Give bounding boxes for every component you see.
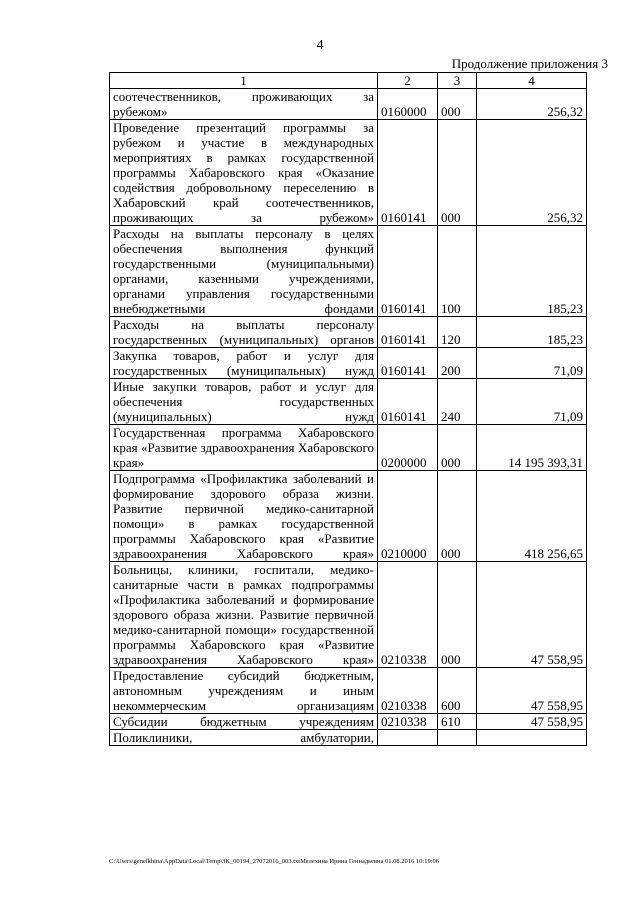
cell-name: Проведение презентаций программы за рубежом и участие в международных мероприятиях в рамках государственной программы Хабаровского края «Оказание содействия добровольному переселению в Хабаровский край соотечественников, проживающих за рубежом» [110, 120, 378, 226]
cell-name: Поликлиники, амбулатории, [110, 730, 378, 746]
cell-type [438, 730, 477, 746]
cell-code: 0160141 [378, 317, 438, 348]
cell-name: Закупка товаров, работ и услуг для государственных (муниципальных) нужд [110, 348, 378, 379]
cell-sum: 185,23 [477, 317, 587, 348]
cell-code: 0160141 [378, 120, 438, 226]
cell-code [378, 730, 438, 746]
table-body [110, 89, 587, 746]
cell-type: 000 [438, 425, 477, 471]
cell-name: Расходы на выплаты персоналу государственных (муниципальных) органов [110, 317, 378, 348]
table-row [110, 317, 587, 348]
budget-table [109, 72, 587, 746]
cell-sum: 71,09 [477, 379, 587, 425]
cell-type: 200 [438, 348, 477, 379]
table-row [110, 714, 587, 730]
cell-type: 240 [438, 379, 477, 425]
cell-name: соотечественников, проживающих за рубежом» [110, 89, 378, 120]
cell-type: 610 [438, 714, 477, 730]
cell-code: 0210000 [378, 471, 438, 562]
table-row [110, 668, 587, 714]
table-row [110, 379, 587, 425]
cell-type: 120 [438, 317, 477, 348]
cell-name: Субсидии бюджетным учреждениям [110, 714, 378, 730]
column-header-sum: 4 [477, 73, 587, 89]
cell-sum: 47 558,95 [477, 562, 587, 668]
cell-code: 0210338 [378, 714, 438, 730]
cell-type: 000 [438, 471, 477, 562]
cell-type: 000 [438, 120, 477, 226]
cell-name: Больницы, клиники, госпитали, медико-санитарные части в рамках подпрограммы «Профилактика заболеваний и формирование здорового образа жизни. Развитие первичной медико-санитарной помощи» государственной программы Хабаровского края «Развитие здравоохранения Хабаровского края» [110, 562, 378, 668]
cell-code: 0200000 [378, 425, 438, 471]
table-row [110, 562, 587, 668]
cell-sum: 256,32 [477, 120, 587, 226]
table-row [110, 471, 587, 562]
column-header-name: 1 [110, 73, 378, 89]
table-row [110, 425, 587, 471]
cell-code: 0210338 [378, 562, 438, 668]
cell-code: 0160141 [378, 348, 438, 379]
cell-sum [477, 730, 587, 746]
table-row [110, 89, 587, 120]
cell-sum: 71,09 [477, 348, 587, 379]
table-row [110, 730, 587, 746]
cell-name: Расходы на выплаты персоналу в целях обеспечения выполнения функций государственными (муниципальными) органами, казенными учреждениями, органами управления государственными внебюджетными фондами [110, 226, 378, 317]
table-row [110, 348, 587, 379]
cell-type: 100 [438, 226, 477, 317]
cell-sum: 47 558,95 [477, 714, 587, 730]
table-row [110, 120, 587, 226]
cell-sum: 418 256,65 [477, 471, 587, 562]
cell-name: Иные закупки товаров, работ и услуг для обеспечения государственных (муниципальных) нужд [110, 379, 378, 425]
column-header-type: 3 [438, 73, 477, 89]
cell-code: 0160000 [378, 89, 438, 120]
cell-type: 000 [438, 89, 477, 120]
cell-type: 000 [438, 562, 477, 668]
cell-sum: 256,32 [477, 89, 587, 120]
footer-file-path: C:\Users\genelkhina\AppData\Local\Temp\ЗК_00194_27072016_003.txtМелехина Ирина Геннадьевна 01.08.2016 10:19:06 [109, 858, 440, 865]
cell-type: 600 [438, 668, 477, 714]
column-header-code: 2 [378, 73, 438, 89]
continuation-label: Продолжение приложения 3 [451, 56, 608, 71]
cell-code: 0210338 [378, 668, 438, 714]
page-number: 4 [316, 38, 324, 53]
cell-name: Государственная программа Хабаровского края «Развитие здравоохранения Хабаровского края» [110, 425, 378, 471]
cell-sum: 14 195 393,31 [477, 425, 587, 471]
cell-code: 0160141 [378, 226, 438, 317]
cell-name: Подпрограмма «Профилактика заболеваний и формирование здорового образа жизни. Развитие первичной медико-санитарной помощи» в рамках государственной программы Хабаровского края «Развитие здравоохранения Хабаровского края» [110, 471, 378, 562]
cell-sum: 47 558,95 [477, 668, 587, 714]
cell-sum: 185,23 [477, 226, 587, 317]
table-row [110, 226, 587, 317]
cell-code: 0160141 [378, 379, 438, 425]
table-header-row [110, 73, 587, 89]
cell-name: Предоставление субсидий бюджетным, автономным учреждениям и иным некоммерческим организациям [110, 668, 378, 714]
